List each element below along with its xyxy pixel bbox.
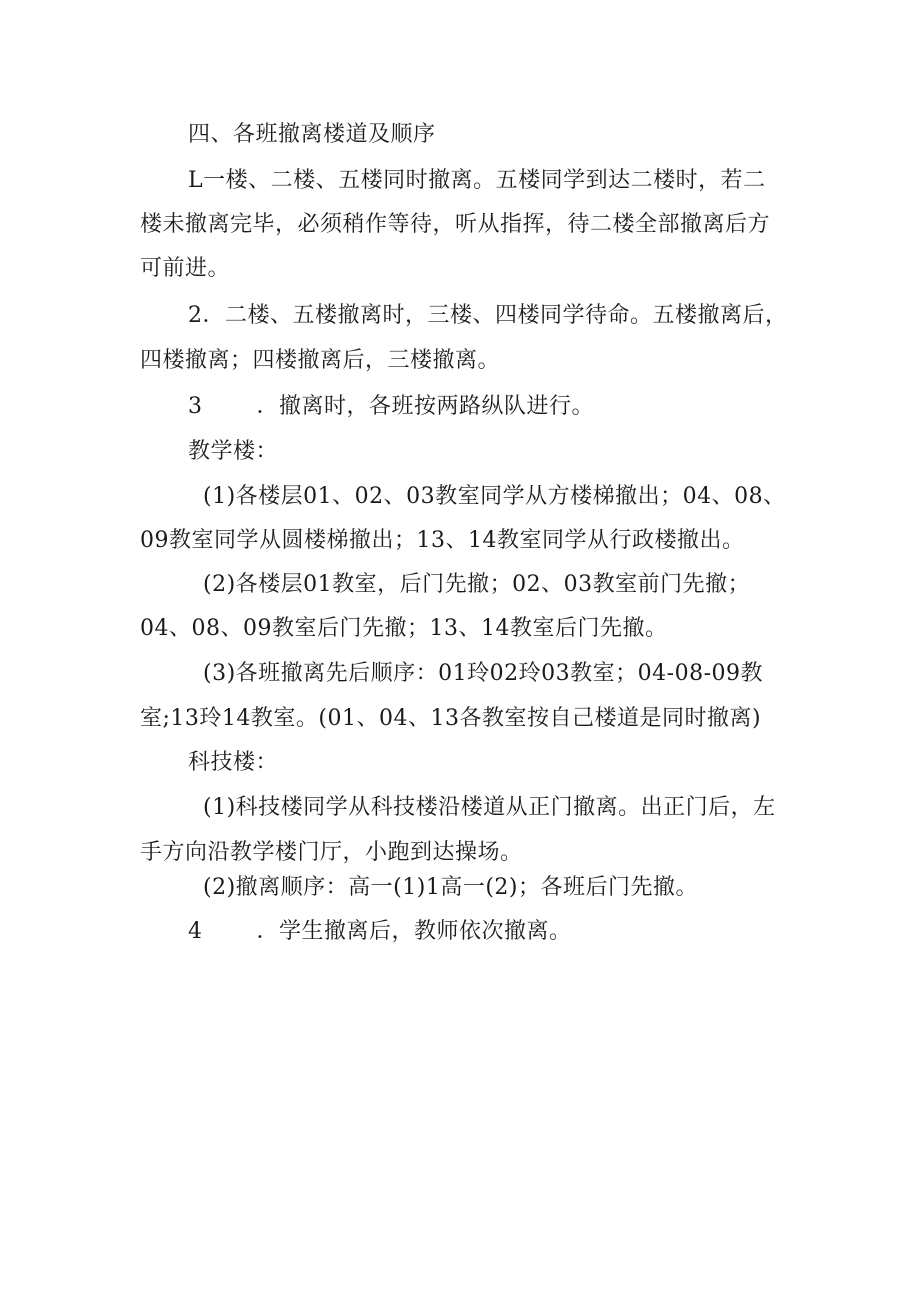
item-2-line-2: 四楼撤离；四楼撤离后，三楼撤离。 — [140, 348, 501, 373]
teaching-p3-line-2: 室;13玲14教室。(01、04、13各教室按自己楼道是同时撤离) — [140, 706, 762, 731]
item-4-number: 4 — [188, 919, 203, 944]
item-2-line-1: 2．二楼、五楼撤离时，三楼、四楼同学待命。五楼撤离后， — [188, 303, 788, 328]
teaching-building-label: 教学楼： — [188, 439, 279, 464]
teaching-p2-line-1: (2)各楼层01教室，后门先撤；02、03教室前门先撤； — [203, 572, 751, 597]
item-3 — [188, 392, 594, 422]
tech-p1-line-1: (1)科技楼同学从科技楼沿楼道从正门撤离。出正门后，左 — [203, 795, 776, 820]
item-4 — [188, 917, 572, 947]
tech-building-label: 科技楼： — [188, 750, 279, 775]
section-heading: 四、各班撤离楼道及顺序 — [188, 122, 436, 147]
teaching-p1-line-2: 09教室同学从圆楼梯撤出；13、14教室同学从行政楼撤出。 — [140, 528, 745, 553]
item-4-text: ．学生撤离后，教师依次撤离。 — [256, 919, 572, 944]
item-1-line-3: 可前进。 — [140, 256, 231, 281]
tech-p1-line-2: 手方向沿教学楼门厅，小跑到达操场。 — [140, 840, 523, 865]
teaching-p2-line-2: 04、08、09教室后门先撤；13、14教室后门先撤。 — [140, 616, 668, 641]
item-1-line-2: 楼未撤离完毕，必须稍作等待，听从指挥，待二楼全部撤离后方 — [140, 212, 771, 237]
teaching-p1-line-1: (1)各楼层01、02、03教室同学从方楼梯撤出；04、08、 — [203, 484, 786, 509]
item-1-line-1: L一楼、二楼、五楼同时撤离。五楼同学到达二楼时，若二 — [188, 168, 766, 193]
item-3-text: ．撤离时，各班按两路纵队进行。 — [256, 394, 595, 419]
teaching-p3-line-1: (3)各班撤离先后顺序：01玲02玲03教室；04-08-09教 — [203, 661, 763, 686]
item-3-number: 3 — [188, 394, 203, 419]
tech-p2-line-1: (2)撤离顺序：高一(1)1高一(2)；各班后门先撤。 — [203, 875, 698, 900]
